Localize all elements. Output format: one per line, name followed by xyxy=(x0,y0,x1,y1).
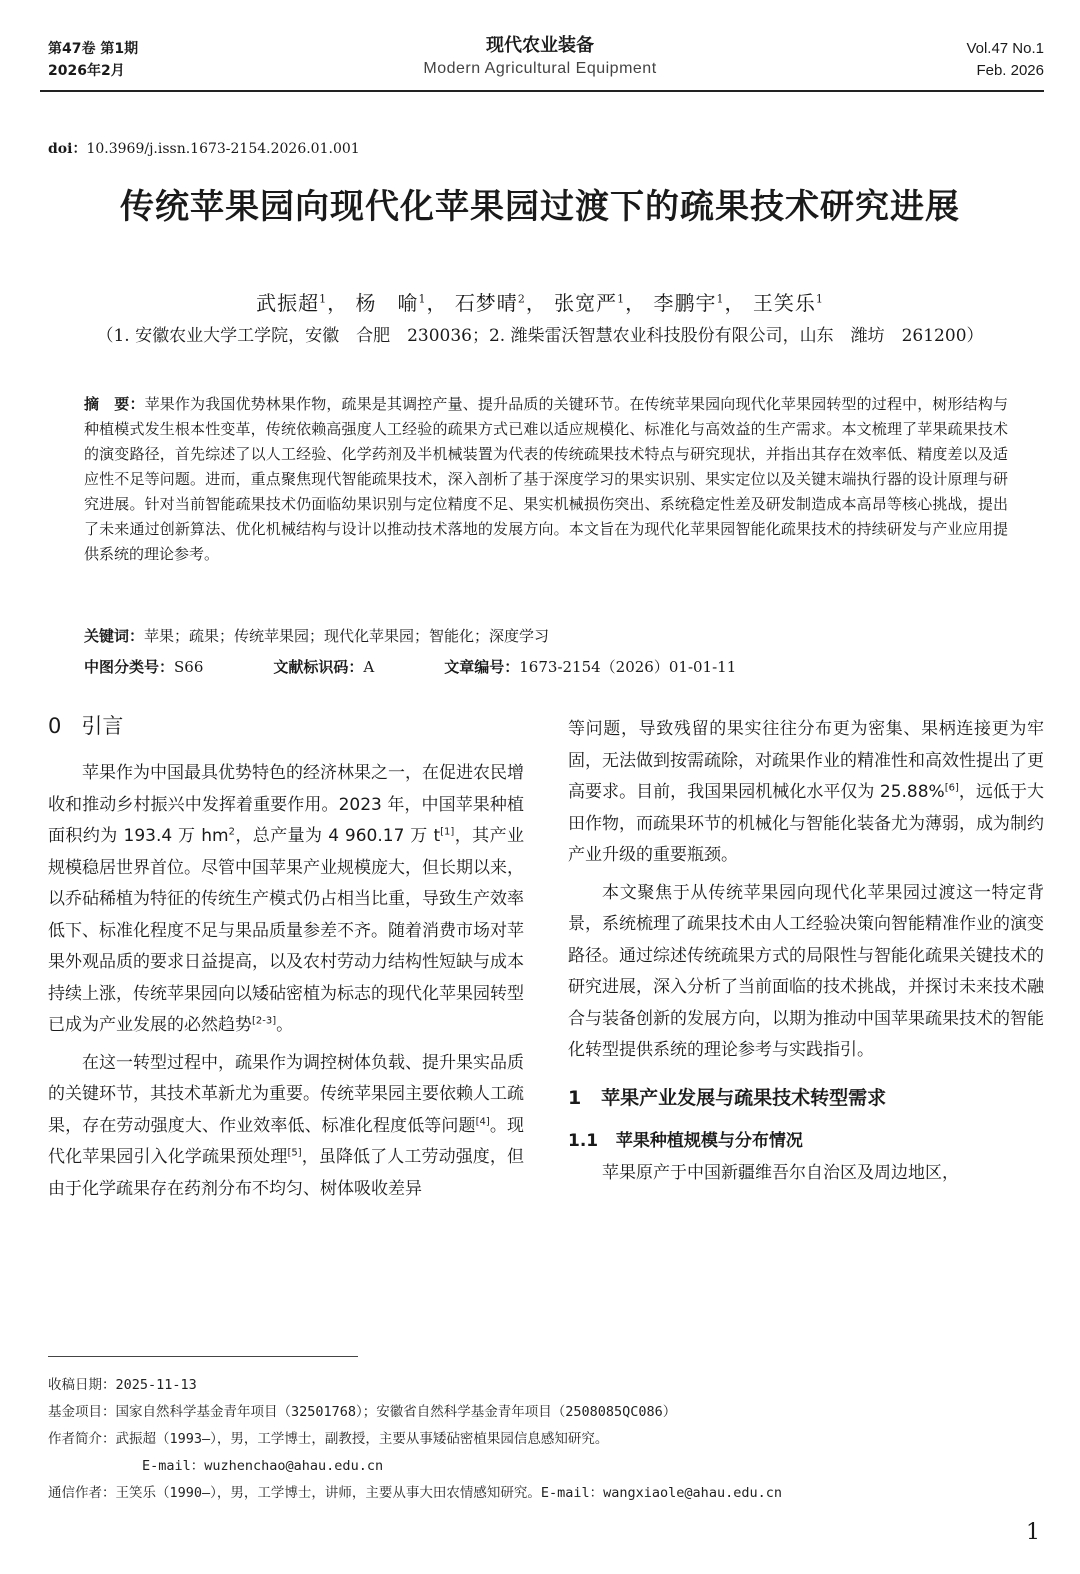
abstract-label: 摘 要： xyxy=(84,395,145,413)
author-affiliation-mark: 1 xyxy=(319,292,328,306)
intro-heading-number: 0 xyxy=(48,714,62,738)
section-1-heading xyxy=(568,1083,1044,1115)
volume-issue-cn: 第47卷 第1期 xyxy=(48,41,139,57)
citation[interactable]: [2-3] xyxy=(252,1015,277,1027)
keywords-text: 苹果；疏果；传统苹果园；现代化苹果园；智能化；深度学习 xyxy=(144,627,550,645)
subsection-1-1-heading xyxy=(568,1126,1044,1158)
date-cn: 2026年2月 xyxy=(48,63,125,79)
section-1-1-paragraph: 苹果原产于中国新疆维吾尔自治区及周边地区， xyxy=(602,1162,959,1183)
funding: 基金项目：国家自然科学基金青年项目（32501768）；安徽省自然科学基金青年项目（2508085QC086） xyxy=(48,1404,677,1420)
footnote-rule xyxy=(48,1356,358,1357)
right-column xyxy=(568,714,1044,1189)
citation[interactable]: [5] xyxy=(287,1147,302,1159)
subsection-1-1-number: 1.1 xyxy=(568,1131,599,1151)
author-affiliation-mark: 1 xyxy=(617,292,626,306)
abstract xyxy=(84,392,1008,567)
citation[interactable]: [6] xyxy=(944,782,959,794)
clc-value: S66 xyxy=(174,658,204,676)
page-number: 1 xyxy=(1026,1520,1040,1545)
header-rule xyxy=(40,90,1044,92)
clc-label: 中图分类号： xyxy=(84,658,175,676)
citation[interactable]: [1] xyxy=(440,826,455,838)
citation[interactable]: [4] xyxy=(475,1115,490,1127)
received-date: 收稿日期：2025-11-13 xyxy=(48,1377,197,1393)
intro-heading-text: 引言 xyxy=(81,714,124,738)
intro-paragraph-3: 本文聚焦于从传统苹果园向现代化苹果园过渡这一特定背景，系统梳理了疏果技术由人工经验决策向智能精准作业的演变路径。通过综述传统疏果方式的局限性与智能化疏果关键技术的研究进展，深入分析了当前面临的技术挑战，并探讨未来技术融合与装备创新的发展方向，以期为推动中国苹果疏果技术的智能化转型提供系统的理论参考与实践指引。 xyxy=(568,882,1044,1060)
paper-title: 传统苹果园向现代化苹果园过渡下的疏果技术研究进展 xyxy=(120,187,960,227)
author-affiliation-mark: 1 xyxy=(716,292,725,306)
journal-name-en: Modern Agricultural Equipment xyxy=(423,60,657,77)
article-no-value: 1673-2154（2026）01-01-11 xyxy=(519,658,737,676)
section-1-title: 苹果产业发展与疏果技术转型需求 xyxy=(601,1086,887,1109)
volume-issue-en: Vol.47 No.1 xyxy=(966,40,1044,57)
classification-line xyxy=(84,654,1008,680)
author-affiliation-mark: 2 xyxy=(517,292,526,306)
doi-line xyxy=(48,138,360,158)
doc-code-label: 文献标识码： xyxy=(273,658,364,676)
author: 王笑乐 xyxy=(752,291,816,315)
author: 杨 喻 xyxy=(355,291,419,315)
footnotes xyxy=(48,1372,1048,1507)
doc-code-value: A xyxy=(363,658,375,676)
author-email[interactable]: E-mail：wuzhenchao@ahau.edu.cn xyxy=(142,1458,384,1474)
left-column xyxy=(48,758,524,1205)
author-list: 武振超$^1$， 杨 喻$^1$， 石梦晴$^2$， 张宽严$^1$， 李鹏宇$^1$， 王笑乐$^1$ xyxy=(256,291,824,315)
corresponding-author: 通信作者：王笑乐（1990—），男，工学博士，讲师，主要从事大田农情感知研究。E-mail：wangxiaole@ahau.edu.cn xyxy=(48,1485,782,1501)
header-right xyxy=(966,38,1044,82)
intro-heading xyxy=(48,710,123,740)
intro-paragraph-2-continued: 等问题，导致残留的果实往往分布更为密集、果柄连接更为牢固，无法做到按需疏除，对疏果作业的精准性和高效性提出了更高要求。目前，我国果园机械化水平仅为 25.88%[6]，远低于大田作物，而疏果环节的机械化与智能化装备尤为薄弱，成为制约产业升级的重要瓶颈。 xyxy=(568,719,1044,865)
abstract-text: 苹果作为我国优势林果作物，疏果是其调控产量、提升品质的关键环节。在传统苹果园向现代化苹果园转型的过程中，树形结构与种植模式发生根本性变革，传统依赖高强度人工经验的疏果方式已难以适应规模化、标准化与高效益的生产需求。本文梳理了苹果疏果技术的演变路径，首先综述了以人工经验、化学药剂及半机械装置为代表的传统疏果技术特点与研究现状，并指出其存在效率低、精度差以及适应性不足等问题。进而，重点聚焦现代智能疏果技术，深入剖析了基于深度学习的果实识别、果实定位以及关键末端执行器的设计原理与研究进展。针对当前智能疏果技术仍面临幼果识别与定位精度不足、果实机械损伤突出、系统稳定性差及研发制造成本高昂等核心挑战，提出了未来通过创新算法、优化机械结构与设计以推动技术落地的发展方向。本文旨在为现代化苹果园智能化疏果技术的持续研发与产业应用提供系统的理论参考。 xyxy=(84,395,1008,563)
journal-name xyxy=(340,34,740,80)
section-1-number: 1 xyxy=(568,1086,582,1109)
author-bio: 作者简介：武振超（1993—），男，工学博士，副教授，主要从事矮砧密植果园信息感知研究。 xyxy=(48,1431,609,1447)
author: 武振超 xyxy=(256,291,320,315)
keywords xyxy=(84,623,549,649)
date-en: Feb. 2026 xyxy=(976,62,1044,79)
affiliations: （1. 安徽农业大学工学院，安徽 合肥 230036；2. 潍柴雷沃智慧农业科技股份有限公司，山东 潍坊 261200） xyxy=(96,326,984,346)
doi-value[interactable]: 10.3969/j.issn.1673-2154.2026.01.001 xyxy=(86,141,360,157)
doi-label: doi： xyxy=(48,141,87,157)
author: 李鹏宇 xyxy=(653,291,717,315)
author-affiliation-mark: 1 xyxy=(815,292,824,306)
journal-name-cn: 现代农业装备 xyxy=(486,35,594,56)
article-no-label: 文章编号： xyxy=(444,658,520,676)
keywords-label: 关键词： xyxy=(84,627,145,645)
author: 张宽严 xyxy=(554,291,618,315)
author: 石梦晴 xyxy=(454,291,518,315)
header-left xyxy=(48,38,138,82)
intro-paragraph-2: 在这一转型过程中，疏果作为调控树体负载、提升果实品质的关键环节，其技术革新尤为重要。传统苹果园主要依赖人工疏果，存在劳动强度大、作业效率低、标准化程度低等问题[4]。现代化苹果园引入化学疏果预处理[5]，虽降低了人工劳动强度，但由于化学疏果存在药剂分布不均匀、树体吸收差异 xyxy=(48,1052,525,1199)
subsection-1-1-title: 苹果种植规模与分布情况 xyxy=(615,1131,803,1151)
author-affiliation-mark: 1 xyxy=(418,292,427,306)
intro-paragraph-1: 苹果作为中国最具优势特色的经济林果之一，在促进农民增收和推动乡村振兴中发挥着重要作用。2023 年，中国苹果种植面积约为 193.4 万 $hm^2$，总产量为 4 960.17 万 t[1]，其产业规模稳居世界首位。尽管中国苹果产业规模庞大，但长期以来，以乔砧稀植为特征的传统生产模式仍占相当比重，导致生产效率低下、标准化程度不足与果品质量参差不齐。随着消费市场对苹果外观品质的要求日益提高，以及农村劳动力结构性短缺与成本持续上涨，传统苹果园向以矮砧密植为标志的现代化苹果园转型已成为产业发展的必然趋势[2-3]。 xyxy=(48,763,525,1035)
